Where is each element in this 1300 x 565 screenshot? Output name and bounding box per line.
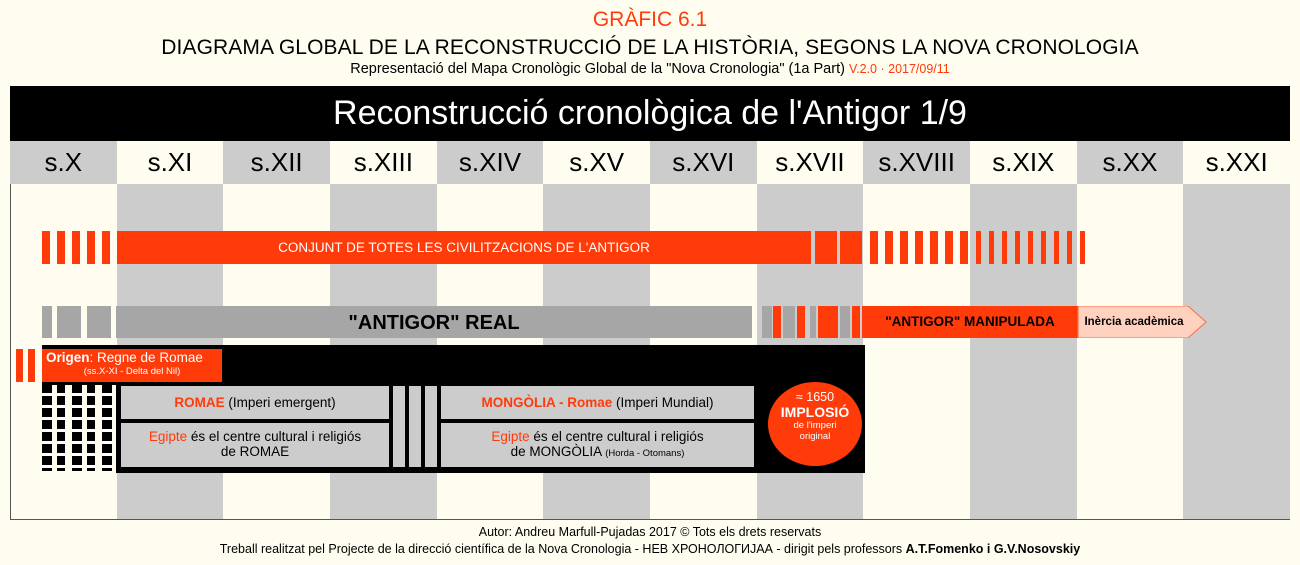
antigor-dash xyxy=(87,306,111,338)
timeline-dashes xyxy=(102,384,112,471)
timeline-dashes xyxy=(42,384,52,471)
century-label: s.XII xyxy=(250,147,303,177)
subtitle-text: Representació del Mapa Cronològic Global de la "Nova Cronologia" (1a Part) xyxy=(350,61,845,77)
origen-label: Origen xyxy=(46,350,90,365)
mongolia-egipte-line1 xyxy=(441,429,754,444)
origen-text: : Regne de Romae xyxy=(89,350,203,365)
romae-egipte-box xyxy=(121,423,389,467)
conjunt-dash xyxy=(57,231,65,264)
implosio-sub1: de l'imperi xyxy=(793,420,837,431)
romae-line2: de ROMAE xyxy=(220,444,290,459)
mongolia-egipte: Egipte xyxy=(491,429,530,444)
banner-title: Reconstrucció cronològica de l'Antigor 1/9 xyxy=(10,86,1290,141)
conjunt-dash xyxy=(1041,231,1046,264)
conjunt-dash xyxy=(870,231,878,264)
antigor-dash xyxy=(762,306,772,338)
conjunt-dash xyxy=(1067,231,1072,264)
antigor-dash xyxy=(840,306,850,338)
antigor-dash xyxy=(783,306,795,338)
separator-stripe xyxy=(425,386,437,467)
conjunt-dash xyxy=(1028,231,1033,264)
conjunt-dash xyxy=(102,231,110,264)
antigor-dash xyxy=(773,306,781,338)
footer-professors: A.T.Fomenko i G.V.Nosovskiy xyxy=(905,542,1081,556)
conjunt-dash xyxy=(1080,231,1085,264)
antigor-dash xyxy=(810,306,816,338)
conjunt-dash xyxy=(815,231,837,264)
romae-line1: és el centre cultural i religiós xyxy=(187,429,362,444)
timeline-dashes xyxy=(72,384,82,471)
conjunt-dash xyxy=(1002,231,1007,264)
century-label: s.XVI xyxy=(672,147,735,177)
timeline-dashes xyxy=(87,384,95,471)
romae-name: ROMAE xyxy=(174,395,225,410)
grafic-number: GRÀFIC 6.1 xyxy=(592,8,708,31)
footer-line2: Treball realitzat pel Projecte de la direcció científica de la Nova Cronologia - НЕВ ХРОНОЛОГИЈАА - dirigit pels professors xyxy=(219,542,906,556)
implosio-sub2: original xyxy=(799,431,831,442)
column-stripe xyxy=(970,184,1077,519)
century-label: s.XI xyxy=(147,147,193,177)
romae-egipte: Egipte xyxy=(148,429,188,444)
conjunt-dash xyxy=(87,231,95,264)
version-text: V.2.0 · 2017/09/11 xyxy=(848,62,950,76)
mongolia-line2-wrap xyxy=(441,444,754,459)
column-stripe xyxy=(1183,184,1290,519)
century-label: s.X xyxy=(44,147,83,177)
separator-stripe xyxy=(393,386,405,467)
origen-sub: (ss.X-XI - Delta del Nil) xyxy=(83,366,181,377)
conjunt-dash xyxy=(1054,231,1059,264)
mongolia-line2: de MONGÒLIA xyxy=(510,444,602,459)
conjunt-dash xyxy=(42,231,50,264)
mongolia-egipte-box xyxy=(441,423,754,467)
implosio-circle xyxy=(768,382,862,466)
manipulada-label: "ANTIGOR" MANIPULADA xyxy=(885,314,1055,329)
inercia-label: Inèrcia acadèmica xyxy=(1084,316,1184,328)
footer-credits xyxy=(0,542,1300,556)
century-label: s.XVIII xyxy=(878,147,955,177)
mongolia-box xyxy=(441,386,754,419)
implosio-title: IMPLOSIÓ xyxy=(780,404,850,420)
conjunt-dash xyxy=(900,231,908,264)
century-label: s.XX xyxy=(1102,147,1158,177)
conjunt-dash xyxy=(915,231,923,264)
conjunt-dash xyxy=(930,231,938,264)
origen-title xyxy=(46,350,203,365)
timeline-dashes xyxy=(57,384,65,471)
century-label: s.XIV xyxy=(458,147,522,177)
conjunt-dash xyxy=(1015,231,1020,264)
antigor-dash xyxy=(42,306,52,338)
century-label: s.XIX xyxy=(992,147,1055,177)
origen-dash xyxy=(16,349,23,382)
mongolia-line1: és el centre cultural i religiós xyxy=(529,429,704,444)
century-label: s.XXI xyxy=(1205,147,1268,177)
mongolia-line2-small: (Horda - Otomans) xyxy=(605,448,685,459)
separator-stripe xyxy=(409,386,421,467)
romae-desc: (Imperi emergent) xyxy=(224,395,336,410)
conjunt-dash xyxy=(989,231,994,264)
romae-box xyxy=(121,386,389,419)
mongolia-name: MONGÒLIA - Romae xyxy=(481,395,613,410)
implosio-year: ≈ 1650 xyxy=(795,390,835,404)
conjunt-dash xyxy=(885,231,893,264)
mongolia-desc: (Imperi Mundial) xyxy=(612,395,714,410)
conjunt-dash xyxy=(840,231,862,264)
antigor-real-label: "ANTIGOR" REAL xyxy=(348,312,520,334)
antigor-dash xyxy=(852,306,860,338)
conjunt-label: CONJUNT DE TOTES LES CIVILITZACIONS DE L'ANTIGOR xyxy=(278,240,650,255)
antigor-dash xyxy=(57,306,81,338)
diagram-title: DIAGRAMA GLOBAL DE LA RECONSTRUCCIÓ DE LA HISTÒRIA, SEGONS LA NOVA CRONOLOGIA xyxy=(161,36,1139,59)
century-label: s.XV xyxy=(569,147,625,177)
conjunt-dash xyxy=(72,231,80,264)
antigor-dash xyxy=(797,306,805,338)
conjunt-dash xyxy=(945,231,953,264)
diagram-subtitle xyxy=(0,61,1300,77)
century-label: s.XVII xyxy=(775,147,845,177)
conjunt-dash xyxy=(976,231,981,264)
conjunt-dash xyxy=(960,231,968,264)
romae-egipte-line1 xyxy=(121,429,389,444)
origen-dash xyxy=(28,349,35,382)
antigor-dash xyxy=(818,306,838,338)
footer-author: Autor: Andreu Marfull-Pujadas 2017 © Tots els drets reservats xyxy=(478,525,822,539)
century-label: s.XIII xyxy=(353,147,413,177)
